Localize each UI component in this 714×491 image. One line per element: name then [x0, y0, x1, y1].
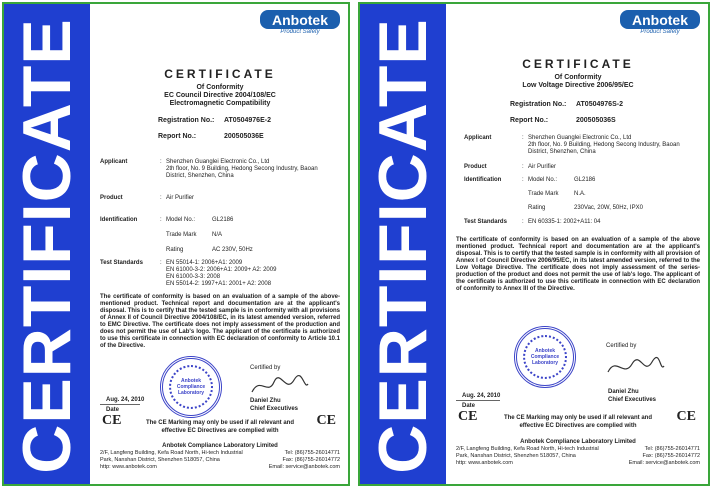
certificate-emc: CERTIFICATE Anbotek Product Safety CERTIFICATE Of Conformity EC Council Directive 2004/108/EC Electromagnetic Compatibility Registration No.: AT0504976E-2 Report No.: 200505036E Applicant : Shenzhen Guanglei Electronic Co., Ltd 2th floor, No. 9 Building, Hedong Secong Industry, Baoan District, Shenzhen, China Product : Air Purifier Identification : Model No.: GL2186 Trade Mark N/A Rating AC 230V, 50Hz Test Standards : EN 55014-1: 2006+A1: 2009 EN 61000-3-2: 2006+A1: 2009+ A2: 2009 EN 61000-3-3: 2008 EN 55014-2: 1997+A1: 2001+ A2: 2008 The certificate of conformity is based on an evaluation of a sample of the above-mentioned product. Technical report and documentation are at the applicant's disposal. This is to certify that the tested sample is in conformity with all provisions of Annex II of Council Directive 2004/108/EC, in its latest amended version, referred to EMC Directive. The certificate does not imply assessment of the production and does not permit the use of Lab's logo. The applicant of the certificate is authorized to use this certificate in connection with EC declaration of conformity to Article 10.1 of the Directive. Certified by Anbotek Compliance Laboratory Aug. 24, 2010 Date Daniel Zhu Chief Executives CE CE The CE Marking may only be used if all relevant and effective EC Directives are complied with Anbotek Compliance Laboratory Limited 2/F, Langfeng Building, Kefa Road North, Hi-tech Industrial Tel: (86)755-26014771 Park, Nanshan District, Shenzhen 518057, China Fax: (86)755-26014772 http: www.anbotek.com Email: service@anbotek.com — [2, 2, 350, 486]
registration-label: Registration No.: — [158, 117, 215, 124]
conformity-statement: The certificate of conformity is based on an evaluation of a sample of the above-mentioned product. Technical report and documentation are at the applicant's disposal. This is to certify that the tested sample is in conformity with all provisions of Annex II of Council Directive 2004/108/EC, in its latest amended version, referred to EMC Directive. The certificate does not imply assessment of the production and does not permit the use of Lab's logo. The applicant of the certificate is authorized to use this certificate in connection with EC declaration of conformity to Article 10.1 of the Directive. — [100, 294, 340, 349]
band-word: CERTIFICATE — [365, 18, 441, 474]
report-label: Report No.: — [510, 117, 549, 124]
signer-title: Chief Executives — [250, 406, 299, 412]
report-value: 200505036E — [224, 133, 264, 140]
anbotek-logo: Anbotek Product Safety — [260, 10, 340, 35]
ce-note-2: effective EC Directives are complied with — [519, 423, 637, 429]
date-label: Date — [106, 407, 120, 413]
ce-mark-left: CE — [102, 413, 122, 428]
signature-icon — [250, 372, 310, 398]
signer-name: Daniel Zhu — [608, 389, 639, 395]
subtitle-conformity: Of Conformity — [196, 84, 244, 91]
registration-value: AT0504976E-2 — [224, 117, 271, 124]
date-value: Aug. 24, 2010 — [462, 393, 501, 399]
ce-mark-left: CE — [458, 409, 478, 424]
registration-label: Registration No.: — [510, 101, 567, 108]
report-label: Report No.: — [158, 133, 197, 140]
ce-note-1: The CE Marking may only be used if all relevant and — [145, 420, 295, 426]
ce-note-2: effective EC Directives are complied with — [161, 428, 279, 434]
lab-stamp: Anbotek Compliance Laboratory — [160, 356, 222, 418]
ce-mark-right: CE — [316, 413, 336, 428]
subtitle-directive: Low Voltage Directive 2006/95/EC — [522, 82, 634, 89]
certificate-lvd: CERTIFICATE Anbotek Product Safety CERTIFICATE Of Conformity Low Voltage Directive 2006/95/EC Registration No.: AT0504976S-2 Report No.: 200505036S Applicant : Shenzhen Guanglei Electronic Co., Ltd 2th floor, No. 9 Building, Hedong Secong Industry, Baoan District, Shenzhen, China Product : Air Purifier Identification : Model No.: GL2186 Trade Mark N.A. Rating 230Vac, 20W, 50Hz, IPX0 Test Standards : EN 60335-1: 2002+A11: 04 The certificate of conformity is based on an evaluation of a sample of the above mentioned product. Technical report and documentation are at the applicant's disposal. This is to certify that the tested sample is in conformity with all provision of Annex I of Council Directive 2006/95/EC, in its latest amended version, referred to the Low Voltage Directive. The certificate does not imply assessment of the series-production of the product and does not permit the use of lab's logo. The applicant of the certificate is authorized to use this certificate in connection with EC declaration of conformity to Annex III of the Directive. Certified by Anbotek Compliance Laboratory Aug. 24, 2010 Date Daniel Zhu Chief Executives CE CE The CE Marking may only be used if all relevant and effective EC Directives are complied with Anbotek Compliance Laboratory Limited 2/F, Langfeng Building, Kefa Road North, Hi-tech Industrial Tel: (86)755-26014771 Park, Nanshan District, Shenzhen 518057, China Fax: (86)755-26014772 http: www.anbotek.com Email: service@anbotek.com — [358, 2, 710, 486]
registration-value: AT0504976S-2 — [576, 101, 623, 108]
subtitle-conformity: Of Conformity — [554, 74, 602, 81]
date-label: Date — [462, 403, 476, 409]
subtitle-scope: Electromagnetic Compatibility — [169, 100, 271, 107]
certified-by-label: Certified by — [606, 343, 637, 349]
subtitle-directive: EC Council Directive 2004/108/EC — [164, 92, 276, 99]
signature-icon — [606, 354, 666, 380]
lab-name: Anbotek Compliance Laboratory Limited — [162, 443, 278, 449]
certificate-title: CERTIFICATE — [164, 67, 276, 81]
signer-title: Chief Executives — [608, 397, 657, 403]
report-value: 200505036S — [576, 117, 616, 124]
conformity-statement: The certificate of conformity is based on an evaluation of a sample of the above mentioned product. Technical report and documentation are at the applicant's disposal. This is to certify that the tested sample is in conformity with all provision of Annex I of Council Directive 2006/95/EC, in its latest amended version, referred to the Low Voltage Directive. The certificate does not imply assessment of the series-production of the product and does not permit the use of lab's logo. The applicant of the certificate is authorized to use this certificate in connection with EC declaration of conformity to Annex III of the Directive. — [456, 237, 700, 292]
band-word: CERTIFICATE — [9, 18, 85, 474]
signer-name: Daniel Zhu — [250, 398, 281, 404]
ce-mark-right: CE — [676, 409, 696, 424]
anbotek-logo: Anbotek Product Safety — [620, 10, 700, 35]
lab-stamp: Anbotek Compliance Laboratory — [514, 326, 576, 388]
ce-note-1: The CE Marking may only be used if all relevant and — [503, 415, 653, 421]
certificate-band — [4, 4, 90, 484]
lab-name: Anbotek Compliance Laboratory Limited — [520, 439, 636, 445]
certificate-title: CERTIFICATE — [522, 57, 634, 71]
certificate-band — [360, 4, 446, 484]
certified-by-label: Certified by — [250, 365, 281, 371]
date-value: Aug. 24, 2010 — [106, 397, 145, 403]
